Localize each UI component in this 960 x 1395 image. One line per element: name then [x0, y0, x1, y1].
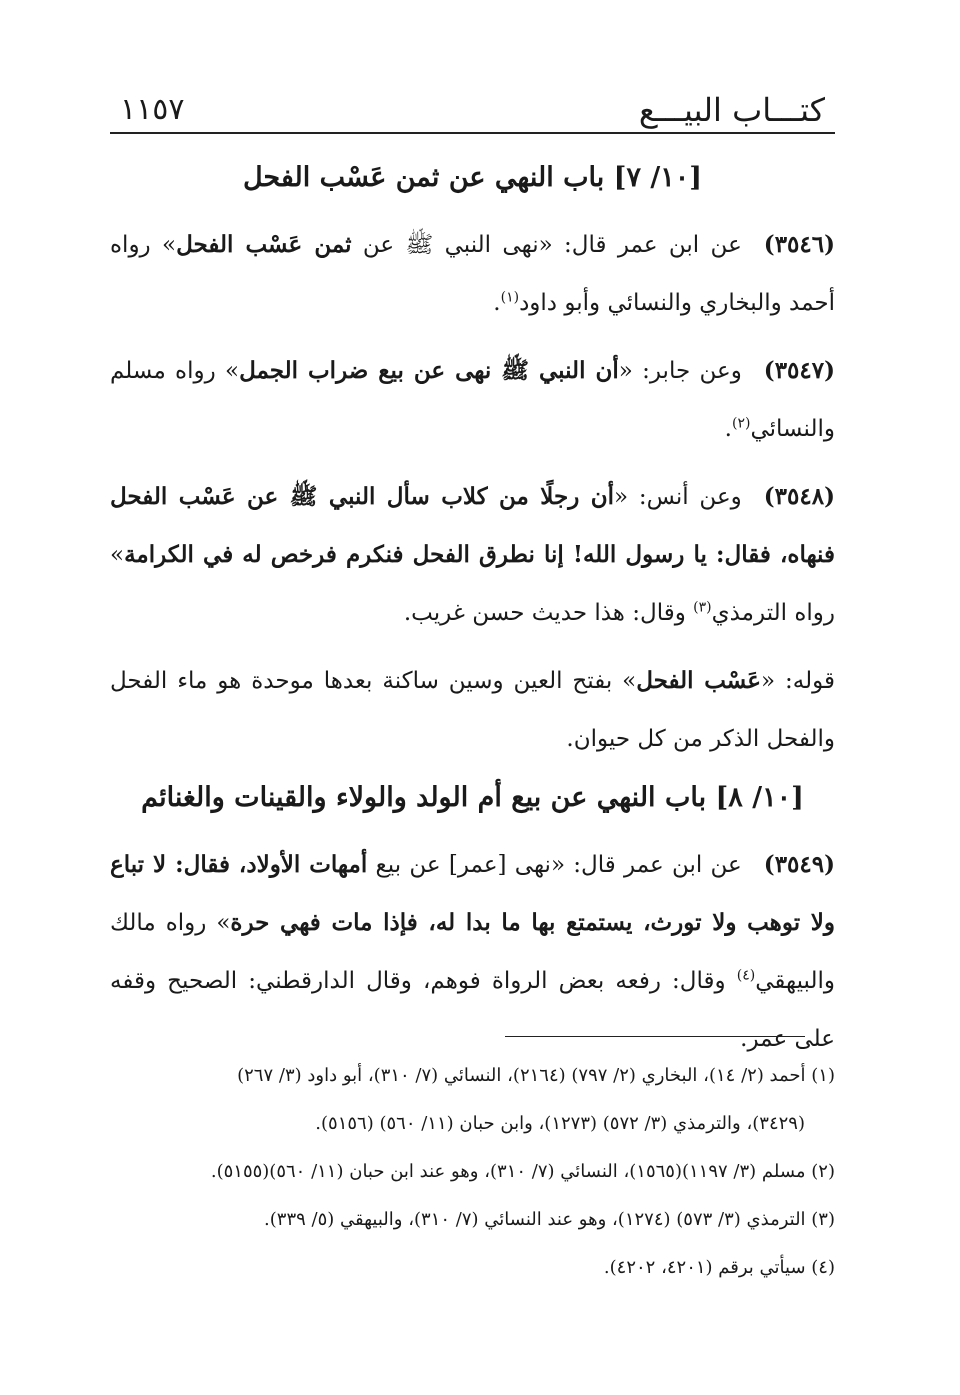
hadith-text: وقال: رفعه بعض الرواة فوهم، وقال الدارقطني: الصحيح وقفه على عمر. — [110, 968, 835, 1052]
footnotes — [110, 1052, 835, 1292]
hadith-text: » رواه الترمذي — [110, 542, 835, 626]
explanation-text: » بفتح العين وسين ساكنة بعدها موحدة هو ماء الفحل والفحل الذكر من كل حيوان. — [110, 668, 835, 752]
hadith-text: » رواه مسلم والنسائي — [110, 358, 835, 442]
hadith-number: (٣٥٤٦) — [763, 231, 835, 258]
hadith-text: . — [493, 290, 501, 316]
footnote-1: (١) أحمد (٢/ ١٤)، البخاري (٢/ ٧٩٧) (٢١٦٤)، النسائي (٧/ ٣١٠)، أبو داود (٣/ ٢٦٧) — [237, 1065, 835, 1086]
footnote-2: (٢) مسلم (٣/ ١١٩٧)(١٥٦٥)، النسائي (٧/ ٣١٠)، وهو عند ابن حبان (١١/ ٥٦٠)(٥١٥٥). — [210, 1161, 835, 1182]
hadith-number: (٣٥٤٩) — [763, 851, 835, 878]
hadith-bold-text: أمهات الأولاد، فقال: لا تباع ولا توهب ولا تورث، يستمتع بها ما بدا له، فإذا مات فهي حرة — [110, 851, 835, 936]
main-text — [110, 150, 835, 1078]
hadith-text: » رواه مالك والبيهقي — [110, 910, 835, 994]
hadith-text: » رواه أحمد والبخاري والنسائي وأبو داود — [110, 232, 835, 316]
explanation-text: قوله: « — [761, 668, 835, 694]
hadith-bold-text: أن النبي ﷺ نهى عن بيع ضراب الجمل — [239, 357, 619, 384]
hadith-3547 — [110, 342, 835, 458]
footnote-marker[interactable]: (٣) — [693, 599, 712, 616]
hadith-text: عن ابن عمر قال: «نهى [عمر] عن بيع — [367, 852, 742, 878]
hadith-3548 — [110, 468, 835, 642]
hadith-text: وعن أنس: « — [614, 484, 742, 510]
footnote-divider — [505, 1036, 805, 1037]
hadith-bold-text: ثمن عَسْب الفحل — [176, 231, 352, 258]
hadith-text: وقال: هذا حديث حسن غريب. — [403, 600, 694, 626]
chapter-heading: [١٠/ ٨] باب النهي عن بيع أم الولد والولاء والقينات والغنائم — [141, 782, 804, 813]
hadith-3546 — [110, 216, 835, 332]
hadith-number: (٣٥٤٨) — [763, 483, 835, 510]
footnote-marker[interactable]: (٤) — [736, 967, 756, 984]
page-number: ١١٥٧ — [120, 92, 185, 127]
explanation-paragraph — [110, 652, 835, 768]
explanation-term: عَسْب الفحل — [636, 667, 762, 694]
footnote-marker[interactable]: (١) — [500, 289, 520, 306]
footnote-marker[interactable]: (٢) — [731, 415, 751, 432]
hadith-text: وعن جابر: « — [618, 358, 742, 384]
footnote-1-continued: (٣٤٢٩)، والترمذي (٣/ ٥٧٢) (١٢٧٣)، وابن حبان (١١/ ٥٦٠) (٥١٥٦). — [315, 1113, 805, 1134]
hadith-bold-text: أن رجلًا من كلاب سأل النبي ﷺ عن عَسْب الفحل فنهاه، فقال: يا رسول الله! إنا نطرق الفحل فنكرم فرخص له في الكرامة — [110, 483, 835, 568]
footnote-4: (٤) سيأتي برقم (٤٢٠١، ٤٢٠٢). — [603, 1257, 835, 1278]
hadith-text: عن ابن عمر قال: «نهى النبي ﷺ عن — [351, 232, 742, 258]
hadith-text: . — [724, 416, 732, 442]
running-header — [110, 88, 835, 134]
hadith-number: (٣٥٤٧) — [763, 357, 835, 384]
hadith-3549 — [110, 836, 835, 1068]
book-title: كتـــاب البيـــع — [638, 91, 825, 129]
chapter-heading: [١٠/ ٧] باب النهي عن ثمن عَسْب الفحل — [242, 162, 703, 193]
footnote-3: (٣) الترمذي (٣/ ٥٧٣) (١٢٧٤)، وهو عند النسائي (٧/ ٣١٠)، والبيهقي (٥/ ٣٣٩). — [264, 1209, 835, 1230]
